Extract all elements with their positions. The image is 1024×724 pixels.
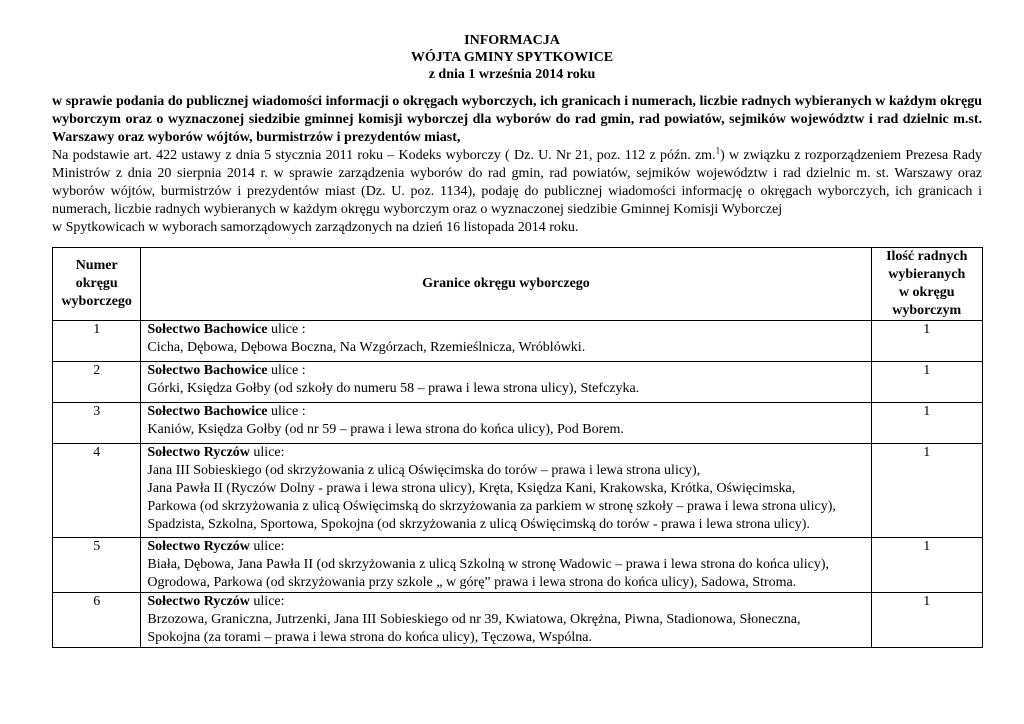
district-number: 1 xyxy=(53,321,141,362)
district-bounds xyxy=(141,593,871,648)
streets-label: ulice : xyxy=(267,363,306,378)
streets-line: Jana Pawła II (Ryczów Dolny - prawa i lewa strona ulicy), Kręta, Księdza Kani, Krakowska, Krótka, Oświęcimska, xyxy=(147,481,796,496)
solectwo-name: Sołectwo Bachowice xyxy=(147,404,268,419)
intro-last-line: w Spytkowicach w wyborach samorządowych zarządzonych na dzień 16 listopada 2014 roku. xyxy=(52,220,579,235)
intro-body-part2: ) w związku z rozporządzeniem Prezesa Rady Ministrów z dnia 20 sierpnia 2014 r. w sprawie zarządzenia wyborów do rad gmin, rad powiatów, sejmików województw i rad dzielnic m. st. Warszawy oraz wyborów wójtów, burmistrzów i prezydentów miast (Dz. U. poz. 1134), podaję do publicznej wiadomości informację o okręgach wyborczych, ich granicach i numerach, liczbie radnych wybieranych w każdym okręgu wyborczym oraz o wyznaczonej siedzibie Gminnej Komisji Wyborczej xyxy=(52,148,982,217)
district-bounds xyxy=(141,444,871,538)
streets-line: Spokojna (za torami – prawa i lewa strona do końca ulicy), Tęczowa, Wspólna. xyxy=(147,630,592,645)
streets-line: Jana III Sobieskiego (od skrzyżowania z ulicą Oświęcimska do torów – prawa i lewa strona ulicy), xyxy=(147,463,701,478)
streets-label: ulice : xyxy=(267,322,306,337)
table-row xyxy=(53,538,983,593)
table-row xyxy=(53,444,983,538)
intro-body xyxy=(52,147,982,219)
councillor-count: 1 xyxy=(871,538,983,593)
district-number: 3 xyxy=(53,403,141,444)
streets-line: Ogrodowa, Parkowa (od skrzyżowania przy szkole „ w górę” prawa i lewa strona do końca ulicy), Sadowa, Stroma. xyxy=(147,575,797,590)
table-row xyxy=(53,593,983,648)
district-bounds xyxy=(141,403,871,444)
header-district-number: Numer okręgu wyborczego xyxy=(53,248,141,321)
streets-line: Kaniów, Księdza Gołby (od nr 59 – prawa i lewa strona do końca ulicy), Pod Borem. xyxy=(147,422,624,437)
district-bounds xyxy=(141,362,871,403)
table-row xyxy=(53,321,983,362)
streets-line: Górki, Księdza Gołby (od szkoły do numeru 58 – prawa i lewa strona ulicy), Stefczyka. xyxy=(147,381,640,396)
councillor-count: 1 xyxy=(871,321,983,362)
district-number: 5 xyxy=(53,538,141,593)
councillor-count: 1 xyxy=(871,403,983,444)
intro-body-part1: Na podstawie art. 422 ustawy z dnia 5 stycznia 2011 roku – Kodeks wyborczy ( Dz. U. Nr 21, poz. 112 z późn. zm. xyxy=(52,148,716,163)
solectwo-name: Sołectwo Ryczów xyxy=(147,445,250,460)
solectwo-name: Sołectwo Ryczów xyxy=(147,594,250,609)
district-number: 4 xyxy=(53,444,141,538)
councillor-count: 1 xyxy=(871,362,983,403)
district-number: 6 xyxy=(53,593,141,648)
intro-paragraph xyxy=(52,93,982,237)
document-subtitle: WÓJTA GMINY SPYTKOWICE xyxy=(410,50,614,65)
streets-label: ulice : xyxy=(267,404,306,419)
streets-line: Cicha, Dębowa, Dębowa Boczna, Na Wzgórzach, Rzemieślnicza, Wróblówki. xyxy=(147,340,586,355)
table-row xyxy=(53,403,983,444)
table-row xyxy=(53,362,983,403)
streets-line: Spadzista, Szkolna, Sportowa, Spokojna (od skrzyżowania z ulicą Oświęcimską do torów - prawa i lewa strona ulicy). xyxy=(147,517,810,532)
streets-label: ulice: xyxy=(249,539,285,554)
streets-line: Biała, Dębowa, Jana Pawła II (od skrzyżowania z ulicą Szkolną w stronę Wadowic – prawa i lewa strona do końca ulicy), xyxy=(147,557,830,572)
district-number: 2 xyxy=(53,362,141,403)
councillor-count: 1 xyxy=(871,444,983,538)
solectwo-name: Sołectwo Bachowice xyxy=(147,363,268,378)
document-title: INFORMACJA xyxy=(464,33,560,48)
streets-label: ulice: xyxy=(249,594,285,609)
solectwo-name: Sołectwo Ryczów xyxy=(147,539,250,554)
footnote-marker: 1 xyxy=(715,145,721,156)
document-date: z dnia 1 września 2014 roku xyxy=(428,67,596,82)
streets-label: ulice: xyxy=(249,445,285,460)
streets-line: Brzozowa, Graniczna, Jutrzenki, Jana III Sobieskiego od nr 39, Kwiatowa, Okrężna, Piwna, Stadionowa, Słoneczna, xyxy=(147,612,801,627)
streets-line: Parkowa (od skrzyżowania z ulicą Oświęcimską do skrzyżowania za parkiem w stronę szkoły – prawa i lewa strona ulicy), xyxy=(147,499,836,514)
document-header xyxy=(0,32,1024,83)
district-bounds xyxy=(141,321,871,362)
councillor-count: 1 xyxy=(871,593,983,648)
header-district-bounds: Granice okręgu wyborczego xyxy=(141,248,871,321)
district-bounds xyxy=(141,538,871,593)
table-header-row xyxy=(53,248,983,321)
solectwo-name: Sołectwo Bachowice xyxy=(147,322,268,337)
header-councillor-count: Ilość radnych wybieranych w okręgu wyborczym xyxy=(871,248,983,321)
districts-table xyxy=(52,247,983,648)
intro-subject: w sprawie podania do publicznej wiadomości informacji o okręgach wyborczych, ich granicach i numerach, liczbie radnych wybieranych w każdym okręgu wyborczym oraz o wyznaczonej siedzibie gminnej komisji wyborczej dla wyborów do rad gmin, rad powiatów, sejmików województw i rad dzielnic m.st. Warszawy oraz wyborów wójtów, burmistrzów i prezydentów miast, xyxy=(52,94,982,145)
